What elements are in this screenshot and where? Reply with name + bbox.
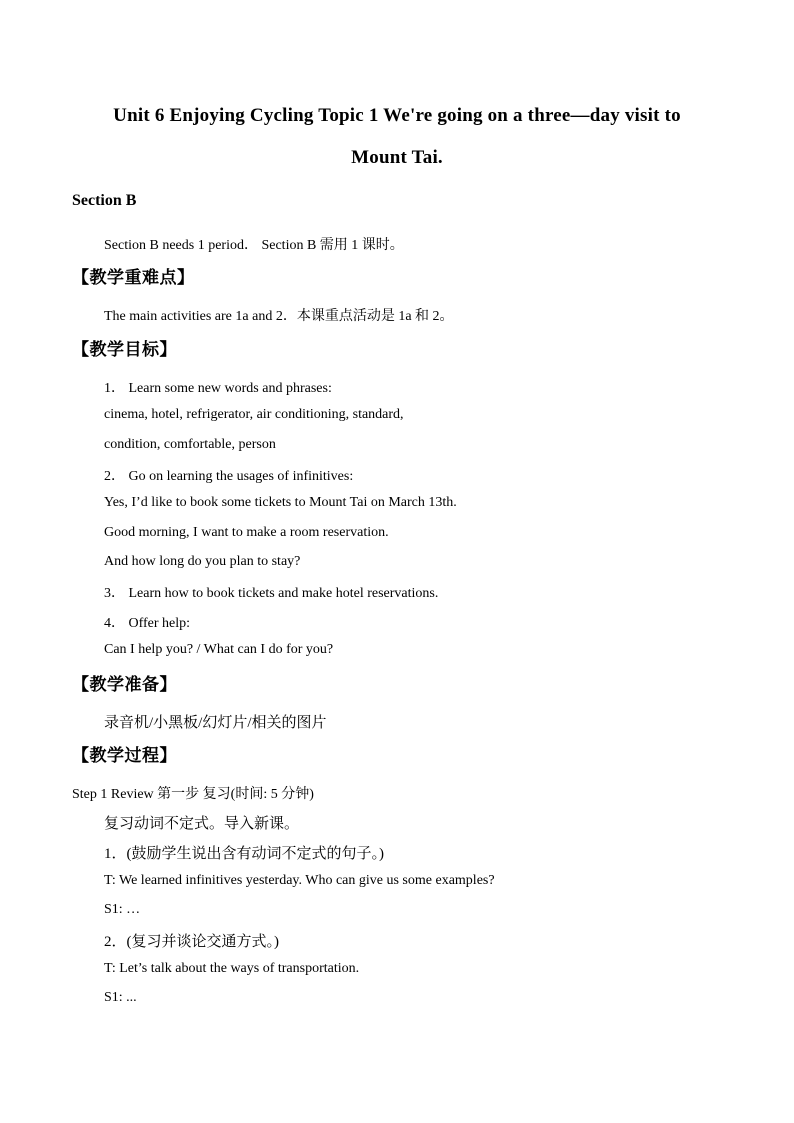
step1-heading: Step 1 Review 第一步 复习(时间: 5 分钟) xyxy=(72,787,314,802)
document-title-line2: Mount Tai. xyxy=(351,147,443,168)
key-points-heading: 【教学重难点】 xyxy=(72,268,195,287)
preparation-heading: 【教学准备】 xyxy=(72,675,177,694)
process-line: 复习动词不定式。导入新课。 xyxy=(104,816,300,832)
process-line: S1: ... xyxy=(104,990,137,1005)
objective-line: 2． Go on learning the usages of infinitives: xyxy=(104,469,354,484)
process-line: T: Let’s talk about the ways of transportation. xyxy=(104,961,360,976)
objective-line: 1． Learn some new words and phrases: xyxy=(104,381,332,396)
process-heading: 【教学过程】 xyxy=(72,746,177,765)
document-title-line1: Unit 6 Enjoying Cycling Topic 1 We're going on a three—day visit to xyxy=(113,105,681,126)
period-note: Section B needs 1 period． Section B 需用 1 课时。 xyxy=(104,238,404,253)
process-line: 1．(鼓励学生说出含有动词不定式的句子。) xyxy=(104,846,384,862)
objective-line: And how long do you plan to stay? xyxy=(104,554,301,569)
objective-line: Good morning, I want to make a room reservation. xyxy=(104,525,389,540)
process-line: 2．(复习并谈论交通方式。) xyxy=(104,934,279,950)
objective-line: 4． Offer help: xyxy=(104,616,191,631)
objective-line: 3． Learn how to book tickets and make hotel reservations. xyxy=(104,586,439,601)
preparation-text: 录音机/小黑板/幻灯片/相关的图片 xyxy=(104,715,327,731)
key-points-text: The main activities are 1a and 2．本课重点活动是 1a 和 2。 xyxy=(104,309,454,324)
section-heading: Section B xyxy=(72,192,137,209)
process-line: T: We learned infinitives yesterday. Who can give us some examples? xyxy=(104,873,495,888)
objective-line: condition, comfortable, person xyxy=(104,437,276,452)
objective-line: Yes, I’d like to book some tickets to Mount Tai on March 13th. xyxy=(104,495,457,510)
objective-line: cinema, hotel, refrigerator, air conditioning, standard, xyxy=(104,407,404,422)
objectives-heading: 【教学目标】 xyxy=(72,340,177,359)
process-line: S1: … xyxy=(104,902,141,917)
objective-line: Can I help you? / What can I do for you? xyxy=(104,642,334,657)
